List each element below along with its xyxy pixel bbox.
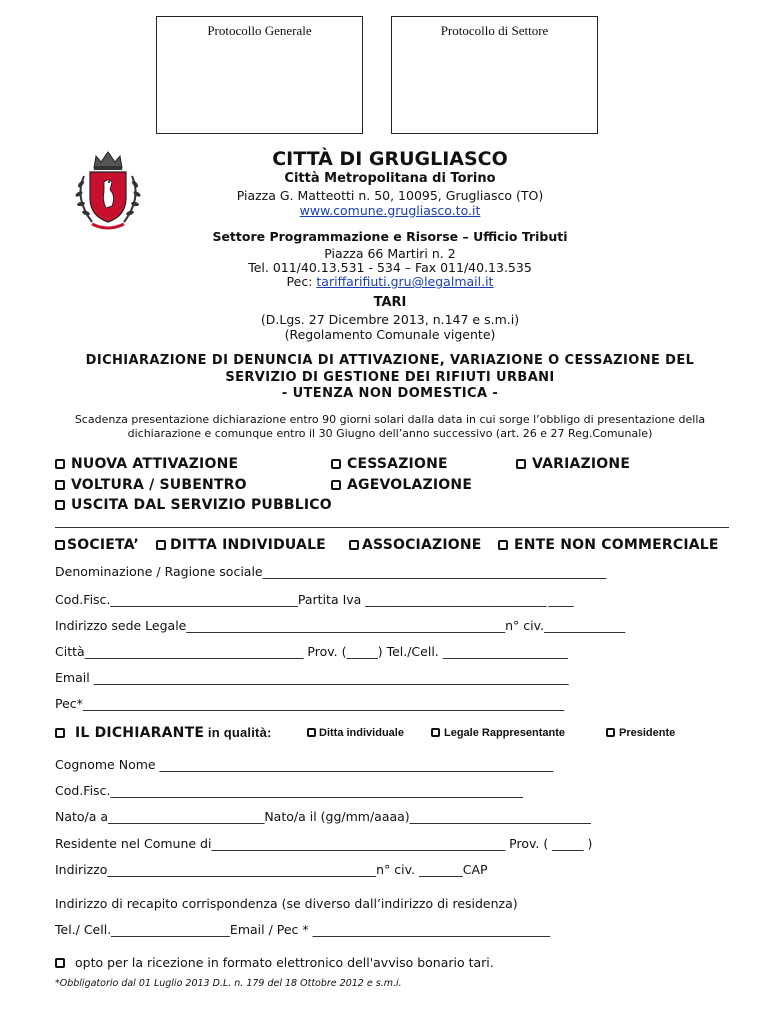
declarant-contact-field[interactable]: Tel./ Cell.___________________Email / Pec * ______________________________________ xyxy=(55,922,551,937)
option-cessation[interactable] xyxy=(331,456,448,472)
company-taxcode-field[interactable] xyxy=(55,592,574,607)
checkbox-icon[interactable] xyxy=(331,459,341,469)
regulation-reference: (Regolamento Comunale vigente) xyxy=(284,327,496,342)
declarant-address-field[interactable]: Indirizzo___________________________________________n° civ. _______CAP xyxy=(55,862,488,877)
entity-label: ENTE NON COMMERCIALE xyxy=(514,537,719,553)
checkbox-icon[interactable] xyxy=(606,728,615,737)
option-variation[interactable] xyxy=(516,456,630,472)
declarant-residence-field[interactable]: Residente nel Comune di_______________________________________________ Prov. ( _____ ) xyxy=(55,836,593,851)
checkbox-icon[interactable] xyxy=(331,480,341,490)
protocol-sector-box xyxy=(391,16,598,134)
declarant-section[interactable] xyxy=(55,725,272,741)
electronic-notice-optin[interactable] xyxy=(55,955,494,970)
entity-label: SOCIETA’ xyxy=(67,537,139,553)
option-label: VARIAZIONE xyxy=(532,456,631,472)
declarant-quality-label: in qualità: xyxy=(204,725,272,740)
company-pec-field[interactable]: Pec*_____________________________________________________________________________ xyxy=(55,696,565,711)
tax-name: TARI xyxy=(373,295,407,310)
deadline-note-line2: dichiarazione e comunque entro il 30 Giugno dell’anno successivo (art. 26 e 27 Reg.Comunale) xyxy=(127,427,653,440)
checkbox-icon[interactable] xyxy=(55,958,65,968)
deadline-note-line1: Scadenza presentazione dichiarazione entro 90 giorni solari dalla data in cui sorge l’obbligo di presentazione della xyxy=(74,413,706,426)
checkbox-icon[interactable] xyxy=(55,500,65,510)
coat-of-arms-icon xyxy=(70,146,146,234)
quality-president[interactable] xyxy=(606,727,675,739)
protocol-general-label: Protocollo Generale xyxy=(207,23,312,38)
protocol-general-box xyxy=(156,16,363,134)
quality-sole-proprietor[interactable] xyxy=(307,727,404,739)
company-city-field[interactable]: Città___________________________________ Prov. (_____) Tel./Cell. ____________________ xyxy=(55,644,568,659)
quality-label: Presidente xyxy=(619,727,676,739)
metro-city: Città Metropolitana di Torino xyxy=(284,171,496,186)
city-title: CITTÀ DI GRUGLIASCO xyxy=(272,148,508,170)
option-exit-service[interactable] xyxy=(55,497,332,513)
mailing-address-note: Indirizzo di recapito corrispondenza (se diverso dall’indirizzo di residenza) xyxy=(55,896,518,911)
entity-label: ASSOCIAZIONE xyxy=(362,537,482,553)
form-title-line3: - UTENZA NON DOMESTICA - xyxy=(281,386,499,401)
entity-non-commercial[interactable] xyxy=(498,537,719,553)
option-new-activation[interactable] xyxy=(55,456,238,472)
section-divider xyxy=(55,527,729,528)
checkbox-icon[interactable] xyxy=(498,540,508,550)
option-label: AGEVOLAZIONE xyxy=(347,477,473,493)
checkbox-icon[interactable] xyxy=(307,728,316,737)
option-label: VOLTURA / SUBENTRO xyxy=(71,477,247,493)
office-phone: Tel. 011/40.13.531 - 534 – Fax 011/40.13.535 xyxy=(248,260,532,275)
entity-sole-proprietor[interactable] xyxy=(156,537,326,553)
checkbox-icon[interactable] xyxy=(349,540,359,550)
website-link[interactable] xyxy=(150,203,630,218)
declarant-birth-field[interactable]: Nato/a a_________________________Nato/a il (gg/mm/aaaa)_____________________________ xyxy=(55,809,591,824)
declarant-name-field[interactable]: Cognome Nome _______________________________________________________________ xyxy=(55,757,554,772)
company-name-field[interactable]: Denominazione / Ragione sociale_______________________________________________________ xyxy=(55,564,607,579)
option-label: USCITA DAL SERVIZIO PUBBLICO xyxy=(71,497,332,513)
entity-association[interactable] xyxy=(349,537,482,553)
law-reference: (D.Lgs. 27 Dicembre 2013, n.147 e s.m.i) xyxy=(260,312,520,327)
quality-label: Ditta individuale xyxy=(319,727,404,739)
city-address: Piazza G. Matteotti n. 50, 10095, Grugliasco (TO) xyxy=(236,188,544,203)
declarant-label: IL DICHIARANTE xyxy=(75,725,205,741)
quality-legal-representative[interactable] xyxy=(431,727,565,739)
option-label: NUOVA ATTIVAZIONE xyxy=(71,456,239,472)
checkbox-icon[interactable] xyxy=(55,540,65,550)
field-text: ____ xyxy=(548,592,574,607)
office-pec xyxy=(150,274,630,289)
pec-link[interactable]: tariffarifiuti.gru@legalmail.it xyxy=(316,274,494,289)
checkbox-icon[interactable] xyxy=(431,728,440,737)
option-relief[interactable] xyxy=(331,477,472,493)
field-text: Cod.Fisc.______________________________Partita Iva _____________________________ xyxy=(55,592,547,607)
form-title-line1: DICHIARAZIONE DI DENUNCIA DI ATTIVAZIONE, VARIAZIONE O CESSAZIONE DEL xyxy=(85,353,695,368)
office-address: Piazza 66 Martiri n. 2 xyxy=(324,246,456,261)
quality-label: Legale Rappresentante xyxy=(444,727,566,739)
checkbox-icon[interactable] xyxy=(55,480,65,490)
option-label: CESSAZIONE xyxy=(347,456,448,472)
declarant-taxcode-field[interactable]: Cod.Fisc.__________________________________________________________________ xyxy=(55,783,523,798)
company-email-field[interactable]: Email ____________________________________________________________________________ xyxy=(55,670,569,685)
option-transfer[interactable] xyxy=(55,477,247,493)
checkbox-icon[interactable] xyxy=(156,540,166,550)
form-title-line2: SERVIZIO DI GESTIONE DEI RIFIUTI URBANI xyxy=(225,370,555,385)
entity-label: DITTA INDIVIDUALE xyxy=(170,537,326,553)
checkbox-icon[interactable] xyxy=(55,728,65,738)
protocol-sector-label: Protocollo di Settore xyxy=(440,23,549,38)
tax-office: Settore Programmazione e Risorse – Ufficio Tributi xyxy=(212,229,568,244)
optin-label: opto per la ricezione in formato elettronico dell'avviso bonario tari. xyxy=(75,955,494,970)
checkbox-icon[interactable] xyxy=(55,459,65,469)
company-address-field[interactable]: Indirizzo sede Legale___________________________________________________n° civ._____________ xyxy=(55,618,626,633)
entity-company[interactable] xyxy=(55,537,139,553)
pec-label: Pec: xyxy=(286,274,317,289)
website-link-text[interactable]: www.comune.grugliasco.to.it xyxy=(299,203,481,218)
footnote: *Obbligatorio dal 01 Luglio 2013 D.L. n. 179 del 18 Ottobre 2012 e s.m.i. xyxy=(55,978,402,989)
checkbox-icon[interactable] xyxy=(516,459,526,469)
